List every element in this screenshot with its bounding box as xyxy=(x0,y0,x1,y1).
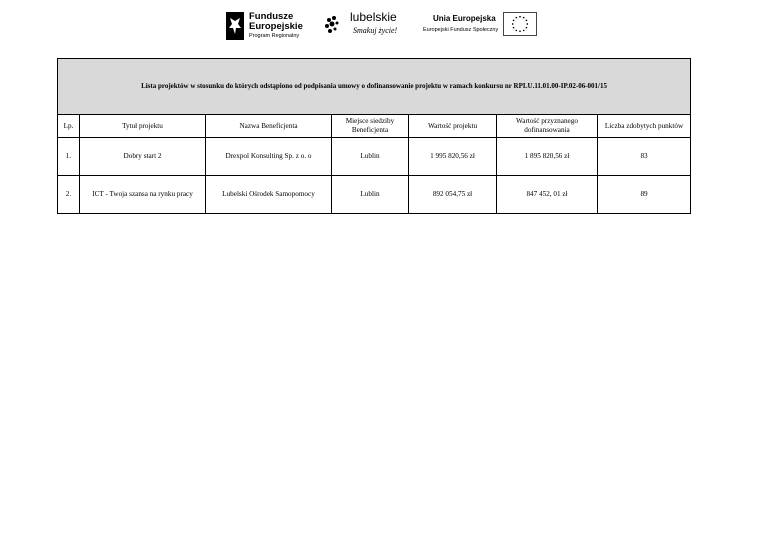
fe-star-icon xyxy=(226,12,244,40)
fundusze-europejskie-logo xyxy=(226,10,316,44)
cell-location: Lublin xyxy=(332,176,409,214)
lubelskie-logo xyxy=(323,10,413,44)
header-project-value: Wartość projektu xyxy=(409,115,497,138)
table-header-row xyxy=(58,115,691,138)
cell-title: ICT - Twoja szansa na rynku pracy xyxy=(80,176,206,214)
header-location: Miejsce siedziby Beneficjenta xyxy=(332,115,409,138)
unia-europejska-logo xyxy=(418,10,548,44)
header-lp: Lp. xyxy=(58,115,80,138)
ue-name: Unia Europejska xyxy=(433,14,496,23)
cell-lp: 1. xyxy=(58,138,80,176)
table-title: Lista projektów w stosunku do których odstąpiono od podpisania umowy o dofinansowanie projektu w ramach konkursu nr RPLU.11.01.00-IP.02-06-001/15 xyxy=(58,59,691,115)
table-row xyxy=(58,176,691,214)
projects-table xyxy=(57,58,691,214)
cell-lp: 2. xyxy=(58,176,80,214)
lubelskie-emblem-icon xyxy=(323,14,347,38)
cell-project-value: 1 995 820,56 zł xyxy=(409,138,497,176)
cell-grant-value: 1 895 820,56 zł xyxy=(497,138,598,176)
ue-fund: Europejski Fundusz Społeczny xyxy=(423,27,499,33)
fe-line1: Fundusze xyxy=(249,11,294,22)
cell-location: Lublin xyxy=(332,138,409,176)
cell-beneficiary: Drexpol Konsulting Sp. z o. o xyxy=(206,138,332,176)
table-title-row xyxy=(58,59,691,115)
header-title: Tytuł projektu xyxy=(80,115,206,138)
header-grant-value: Wartość przyznanego dofinansowania xyxy=(497,115,598,138)
table-row xyxy=(58,138,691,176)
fe-line3: Program Regionalny xyxy=(249,33,300,39)
header-points: Liczba zdobytych punktów xyxy=(598,115,691,138)
header-beneficiary: Nazwa Beneficjenta xyxy=(206,115,332,138)
eu-flag-icon xyxy=(503,12,537,36)
fe-line2: Europejskie xyxy=(249,21,303,32)
lubelskie-name: lubelskie xyxy=(350,10,397,24)
cell-points: 89 xyxy=(598,176,691,214)
header-logos xyxy=(0,10,768,44)
cell-points: 83 xyxy=(598,138,691,176)
cell-project-value: 892 054,75 zł xyxy=(409,176,497,214)
lubelskie-slogan: Smakuj życie! xyxy=(353,26,398,35)
cell-grant-value: 847 452, 01 zł xyxy=(497,176,598,214)
cell-title: Dobry start 2 xyxy=(80,138,206,176)
cell-beneficiary: Lubelski Ośrodek Samopomocy xyxy=(206,176,332,214)
